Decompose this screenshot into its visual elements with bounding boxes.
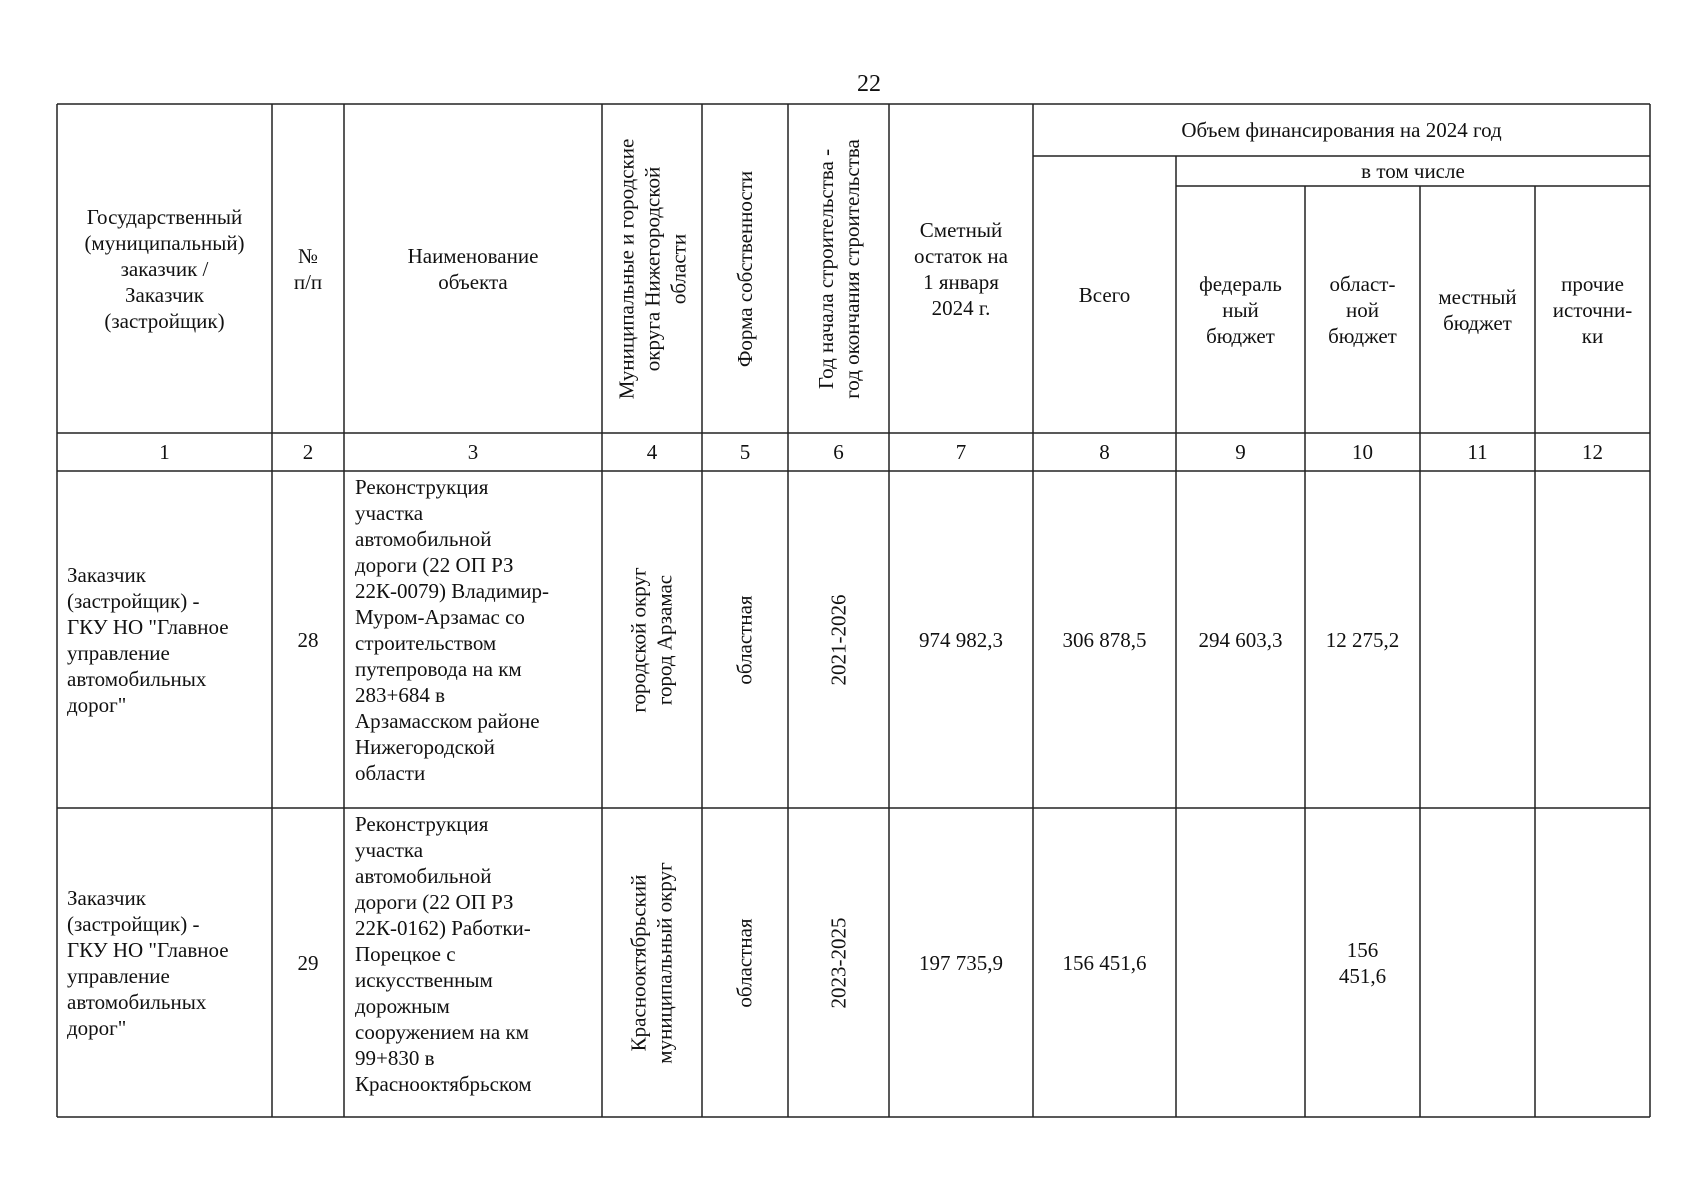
row-years: 2021-2026 [826, 594, 851, 685]
row-other [1535, 808, 1650, 1117]
row-other [1535, 471, 1650, 808]
column-number: 10 [1352, 440, 1373, 464]
column-number: 1 [159, 440, 170, 464]
row-ownership: областная [733, 917, 757, 1008]
row-object-name: Реконструкция участка автомобильной дороги (22 ОП РЗ 22К-0079) Владимир- Муром-Арзамас со строительством путепровода на км 283+684 в Арзамасском районе Нижегородской области [355, 475, 549, 785]
header-total: Всего [1078, 282, 1131, 307]
header-federal-budget: федераль ный бюджет [1199, 271, 1282, 348]
header-other-sources: прочие источни- ки [1552, 271, 1633, 348]
column-number: 2 [302, 440, 314, 464]
column-number: 9 [1235, 440, 1246, 464]
row-ownership: областная [733, 594, 757, 685]
header-number: № п/п [293, 243, 323, 294]
header-local-budget: местный бюджет [1438, 284, 1517, 335]
row-total: 156 451,6 [1062, 950, 1147, 975]
header-object-name: Наименование объекта [407, 243, 539, 294]
header-district: Муниципальные и городские округа Нижегородской области [614, 138, 690, 399]
column-number: 7 [955, 440, 967, 464]
row-local [1420, 471, 1535, 808]
row-estimate-remainder: 974 982,3 [919, 627, 1003, 652]
row-number: 29 [297, 950, 319, 975]
row-regional: 156 451,6 [1338, 937, 1387, 988]
header-construction-years: Год начала строительства - год окончания строительства [813, 138, 864, 399]
row-local [1420, 808, 1535, 1117]
header-estimate-remainder: Сметный остаток на 1 января 2024 г. [914, 217, 1008, 320]
row-regional: 12 275,2 [1325, 627, 1400, 652]
column-number: 4 [646, 440, 658, 464]
header-regional-budget: област- ной бюджет [1328, 271, 1397, 348]
row-customer: Заказчик (застройщик) - ГКУ НО "Главное управление автомобильных дорог" [67, 562, 229, 717]
header-ownership: Форма собственности [733, 170, 757, 367]
row-customer: Заказчик (застройщик) - ГКУ НО "Главное управление автомобильных дорог" [67, 885, 229, 1040]
row-years: 2023-2025 [826, 917, 851, 1008]
row-federal [1176, 808, 1305, 1117]
row-total: 306 878,5 [1062, 627, 1147, 652]
row-district: городской округ город Арзамас [627, 566, 677, 713]
column-number: 8 [1099, 440, 1110, 464]
column-number: 12 [1582, 440, 1603, 464]
row-estimate-remainder: 197 735,9 [919, 950, 1003, 975]
column-number: 6 [833, 440, 844, 464]
row-district: Краснооктябрьский муниципальный округ [627, 861, 678, 1064]
row-number: 28 [297, 627, 319, 652]
column-number: 11 [1467, 440, 1488, 464]
row-object-name: Реконструкция участка автомобильной дороги (22 ОП РЗ 22К-0162) Работки- Порецкое с искусственным дорожным сооружением на км 99+830 в Краснооктябрьском [355, 812, 532, 1096]
header-customer: Государственный (муниципальный) заказчик / Заказчик (застройщик) [84, 204, 245, 333]
page-number: 22 [857, 71, 881, 97]
row-federal: 294 603,3 [1198, 627, 1283, 652]
column-number: 5 [739, 440, 751, 464]
header-funding-group: Объем финансирования на 2024 год [1181, 118, 1502, 142]
header-including: в том числе [1361, 159, 1465, 183]
column-number: 3 [467, 440, 479, 464]
